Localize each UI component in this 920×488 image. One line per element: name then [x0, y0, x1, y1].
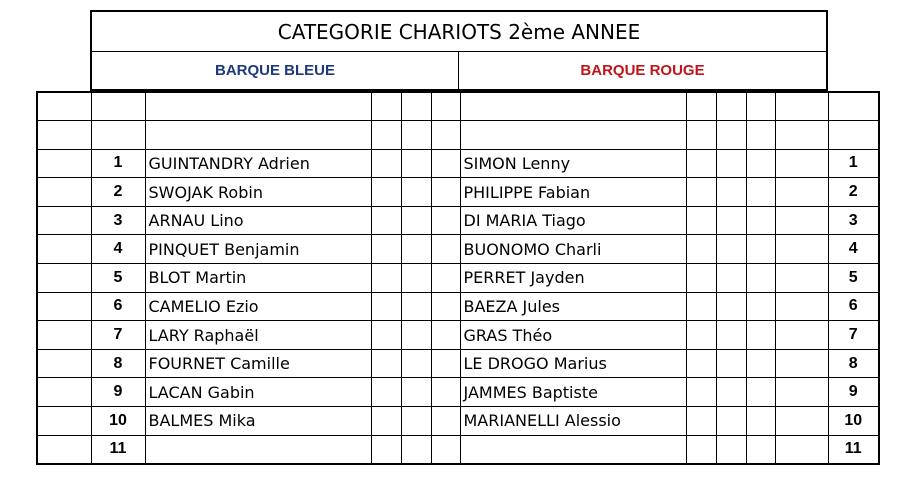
right-player-name: PERRET Jayden [460, 264, 686, 293]
score-cell [401, 178, 431, 207]
right-player-name: GRAS Théo [460, 321, 686, 350]
score-cell [431, 206, 460, 235]
table-row [37, 321, 879, 350]
blank-row [37, 121, 879, 150]
spacer-cell [775, 292, 828, 321]
left-player-name: LARY Raphaël [145, 321, 371, 350]
score-cell [401, 349, 431, 378]
right-player-name: JAMMES Baptiste [460, 378, 686, 407]
spacer-cell [37, 435, 91, 464]
score-cell [716, 178, 746, 207]
score-cell [716, 264, 746, 293]
score-cell [716, 321, 746, 350]
score-cell [431, 264, 460, 293]
score-cell [401, 321, 431, 350]
score-cell [371, 407, 401, 436]
left-row-number: 2 [91, 178, 145, 207]
score-cell [716, 206, 746, 235]
spacer-cell [37, 292, 91, 321]
right-player-name [460, 435, 686, 464]
score-cell [746, 178, 775, 207]
right-player-name: MARIANELLI Alessio [460, 407, 686, 436]
spacer-cell [37, 321, 91, 350]
score-cell [686, 292, 716, 321]
right-player-name: LE DROGO Marius [460, 349, 686, 378]
spacer-cell [37, 149, 91, 178]
right-row-number: 4 [828, 235, 879, 264]
score-cell [431, 321, 460, 350]
score-cell [686, 407, 716, 436]
spacer-cell [775, 435, 828, 464]
score-cell [431, 378, 460, 407]
table-row [37, 292, 879, 321]
score-cell [371, 235, 401, 264]
blank-row [37, 92, 879, 121]
right-row-number: 7 [828, 321, 879, 350]
score-cell [746, 321, 775, 350]
right-team-header: BARQUE ROUGE [458, 51, 828, 91]
spacer-cell [775, 349, 828, 378]
left-player-name: CAMELIO Ezio [145, 292, 371, 321]
right-row-number: 10 [828, 407, 879, 436]
score-cell [371, 206, 401, 235]
left-row-number: 6 [91, 292, 145, 321]
score-cell [401, 292, 431, 321]
score-cell [431, 292, 460, 321]
score-cell [686, 349, 716, 378]
score-cell [431, 407, 460, 436]
score-cell [401, 378, 431, 407]
score-cell [746, 264, 775, 293]
score-cell [716, 407, 746, 436]
score-cell [686, 235, 716, 264]
right-row-number: 9 [828, 378, 879, 407]
score-cell [746, 149, 775, 178]
left-row-number: 10 [91, 407, 145, 436]
score-cell [431, 149, 460, 178]
spacer-cell [775, 149, 828, 178]
spacer-cell [775, 206, 828, 235]
right-player-name: PHILIPPE Fabian [460, 178, 686, 207]
score-cell [746, 206, 775, 235]
spacer-cell [37, 349, 91, 378]
table-row [37, 206, 879, 235]
score-cell [371, 321, 401, 350]
table-row [37, 349, 879, 378]
score-cell [686, 321, 716, 350]
score-cell [686, 264, 716, 293]
spacer-cell [37, 378, 91, 407]
spacer-cell [775, 321, 828, 350]
score-cell [746, 349, 775, 378]
spacer-cell [775, 264, 828, 293]
right-player-name: BAEZA Jules [460, 292, 686, 321]
left-row-number: 8 [91, 349, 145, 378]
right-row-number: 8 [828, 349, 879, 378]
score-cell [716, 349, 746, 378]
score-cell [371, 178, 401, 207]
score-cell [746, 407, 775, 436]
spacer-cell [775, 378, 828, 407]
score-cell [371, 149, 401, 178]
score-cell [401, 149, 431, 178]
spacer-cell [37, 235, 91, 264]
left-row-number: 5 [91, 264, 145, 293]
score-cell [431, 349, 460, 378]
score-cell [746, 435, 775, 464]
left-player-name [145, 435, 371, 464]
table-row [37, 407, 879, 436]
spacer-cell [37, 206, 91, 235]
table-row [37, 235, 879, 264]
spacer-cell [775, 235, 828, 264]
score-cell [371, 378, 401, 407]
sheet-title: CATEGORIE CHARIOTS 2ème ANNEE [90, 10, 828, 52]
table-row [37, 149, 879, 178]
score-cell [716, 435, 746, 464]
score-cell [401, 235, 431, 264]
left-player-name: LACAN Gabin [145, 378, 371, 407]
score-cell [401, 435, 431, 464]
left-row-number: 4 [91, 235, 145, 264]
table-row [37, 178, 879, 207]
left-row-number: 11 [91, 435, 145, 464]
score-cell [431, 235, 460, 264]
table-row [37, 264, 879, 293]
score-cell [401, 206, 431, 235]
right-player-name: SIMON Lenny [460, 149, 686, 178]
left-player-name: BALMES Mika [145, 407, 371, 436]
score-cell [716, 235, 746, 264]
right-row-number: 6 [828, 292, 879, 321]
spacer-cell [37, 407, 91, 436]
left-player-name: BLOT Martin [145, 264, 371, 293]
left-player-name: FOURNET Camille [145, 349, 371, 378]
spacer-cell [37, 264, 91, 293]
right-player-name: DI MARIA Tiago [460, 206, 686, 235]
score-cell [746, 378, 775, 407]
spacer-cell [775, 407, 828, 436]
score-cell [686, 378, 716, 407]
table-row [37, 435, 879, 464]
score-cell [686, 206, 716, 235]
score-cell [401, 264, 431, 293]
score-cell [431, 435, 460, 464]
score-cell [716, 378, 746, 407]
score-cell [371, 264, 401, 293]
score-cell [686, 178, 716, 207]
score-cell [716, 149, 746, 178]
score-cell [371, 292, 401, 321]
spacer-cell [37, 178, 91, 207]
left-player-name: PINQUET Benjamin [145, 235, 371, 264]
score-cell [716, 292, 746, 321]
score-cell [746, 235, 775, 264]
left-row-number: 7 [91, 321, 145, 350]
right-row-number: 2 [828, 178, 879, 207]
table-row [37, 378, 879, 407]
right-row-number: 5 [828, 264, 879, 293]
score-cell [371, 349, 401, 378]
right-row-number: 3 [828, 206, 879, 235]
roster-table [36, 91, 880, 465]
score-cell [686, 435, 716, 464]
score-cell [371, 435, 401, 464]
score-cell [401, 407, 431, 436]
spacer-cell [775, 178, 828, 207]
right-row-number: 11 [828, 435, 879, 464]
right-player-name: BUONOMO Charli [460, 235, 686, 264]
left-player-name: ARNAU Lino [145, 206, 371, 235]
left-player-name: SWOJAK Robin [145, 178, 371, 207]
score-cell [431, 178, 460, 207]
left-row-number: 9 [91, 378, 145, 407]
left-team-header: BARQUE BLEUE [90, 51, 459, 91]
score-cell [686, 149, 716, 178]
right-row-number: 1 [828, 149, 879, 178]
left-player-name: GUINTANDRY Adrien [145, 149, 371, 178]
left-row-number: 3 [91, 206, 145, 235]
score-cell [746, 292, 775, 321]
left-row-number: 1 [91, 149, 145, 178]
